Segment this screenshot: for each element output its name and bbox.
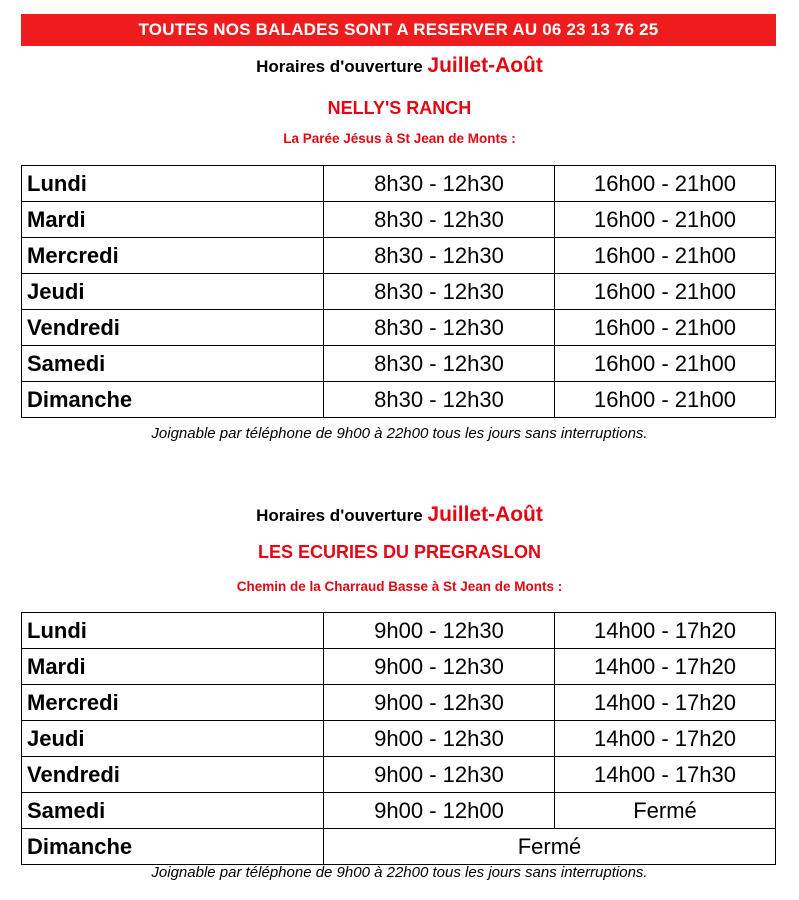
morning-hours-cell: 9h00 - 12h30 xyxy=(324,721,555,757)
table-row xyxy=(22,757,776,793)
afternoon-hours-cell: 16h00 - 21h00 xyxy=(555,310,776,346)
afternoon-hours-cell: 16h00 - 21h00 xyxy=(555,202,776,238)
day-cell: Mercredi xyxy=(22,238,324,274)
day-cell: Dimanche xyxy=(22,829,324,865)
table-row xyxy=(22,382,776,418)
schedule-table-1 xyxy=(21,165,776,418)
afternoon-hours-cell: 14h00 - 17h20 xyxy=(555,685,776,721)
morning-hours-cell: 8h30 - 12h30 xyxy=(324,382,555,418)
morning-hours-cell: 8h30 - 12h30 xyxy=(324,166,555,202)
table-row xyxy=(22,166,776,202)
afternoon-hours-cell: Fermé xyxy=(555,793,776,829)
table-row xyxy=(22,793,776,829)
contact-note-1: Joignable par téléphone de 9h00 à 22h00 tous les jours sans interruptions. xyxy=(151,425,648,442)
place-name-2: LES ECURIES DU PREGRASLON xyxy=(257,542,542,562)
day-cell: Dimanche xyxy=(22,382,324,418)
day-cell: Vendredi xyxy=(22,757,324,793)
afternoon-hours-cell: 16h00 - 21h00 xyxy=(555,238,776,274)
table-row xyxy=(22,238,776,274)
morning-hours-cell: 9h00 - 12h30 xyxy=(324,613,555,649)
afternoon-hours-cell: 14h00 - 17h20 xyxy=(555,649,776,685)
afternoon-hours-cell: 16h00 - 21h00 xyxy=(555,166,776,202)
morning-hours-cell: 9h00 - 12h30 xyxy=(324,685,555,721)
hours-label-2: Horaires d'ouverture xyxy=(256,506,423,525)
hours-title-2 xyxy=(0,503,799,527)
day-cell: Mardi xyxy=(22,202,324,238)
day-cell: Jeudi xyxy=(22,721,324,757)
day-cell: Lundi xyxy=(22,613,324,649)
table-row xyxy=(22,721,776,757)
morning-hours-cell: 9h00 - 12h30 xyxy=(324,649,555,685)
hours-period-2: Juillet-Août xyxy=(427,503,543,526)
day-cell: Samedi xyxy=(22,793,324,829)
table-row xyxy=(22,649,776,685)
afternoon-hours-cell: 14h00 - 17h30 xyxy=(555,757,776,793)
morning-hours-cell: 8h30 - 12h30 xyxy=(324,310,555,346)
closed-all-day-cell: Fermé xyxy=(324,829,776,865)
morning-hours-cell: 8h30 - 12h30 xyxy=(324,346,555,382)
table-row xyxy=(22,310,776,346)
table-row xyxy=(22,613,776,649)
hours-period-1: Juillet-Août xyxy=(427,54,543,77)
afternoon-hours-cell: 16h00 - 21h00 xyxy=(555,274,776,310)
afternoon-hours-cell: 16h00 - 21h00 xyxy=(555,346,776,382)
afternoon-hours-cell: 14h00 - 17h20 xyxy=(555,613,776,649)
morning-hours-cell: 8h30 - 12h30 xyxy=(324,238,555,274)
day-cell: Mardi xyxy=(22,649,324,685)
place-name-1: NELLY'S RANCH xyxy=(327,98,472,118)
afternoon-hours-cell: 14h00 - 17h20 xyxy=(555,721,776,757)
morning-hours-cell: 8h30 - 12h30 xyxy=(324,202,555,238)
day-cell: Lundi xyxy=(22,166,324,202)
day-cell: Samedi xyxy=(22,346,324,382)
day-cell: Vendredi xyxy=(22,310,324,346)
contact-note-2: Joignable par téléphone de 9h00 à 22h00 tous les jours sans interruptions. xyxy=(151,864,648,881)
day-cell: Mercredi xyxy=(22,685,324,721)
hours-label-1: Horaires d'ouverture xyxy=(256,57,423,76)
reservation-banner: TOUTES NOS BALADES SONT A RESERVER AU 06 23 13 76 25 xyxy=(21,14,776,46)
hours-title-1 xyxy=(0,54,799,78)
table-row xyxy=(22,829,776,865)
schedule-table-2 xyxy=(21,612,776,865)
afternoon-hours-cell: 16h00 - 21h00 xyxy=(555,382,776,418)
table-row xyxy=(22,685,776,721)
place-address-1: La Parée Jésus à St Jean de Monts : xyxy=(283,131,516,146)
table-row xyxy=(22,274,776,310)
morning-hours-cell: 9h00 - 12h00 xyxy=(324,793,555,829)
place-address-2: Chemin de la Charraud Basse à St Jean de Monts : xyxy=(236,579,563,594)
day-cell: Jeudi xyxy=(22,274,324,310)
table-row xyxy=(22,346,776,382)
morning-hours-cell: 9h00 - 12h30 xyxy=(324,757,555,793)
morning-hours-cell: 8h30 - 12h30 xyxy=(324,274,555,310)
table-row xyxy=(22,202,776,238)
